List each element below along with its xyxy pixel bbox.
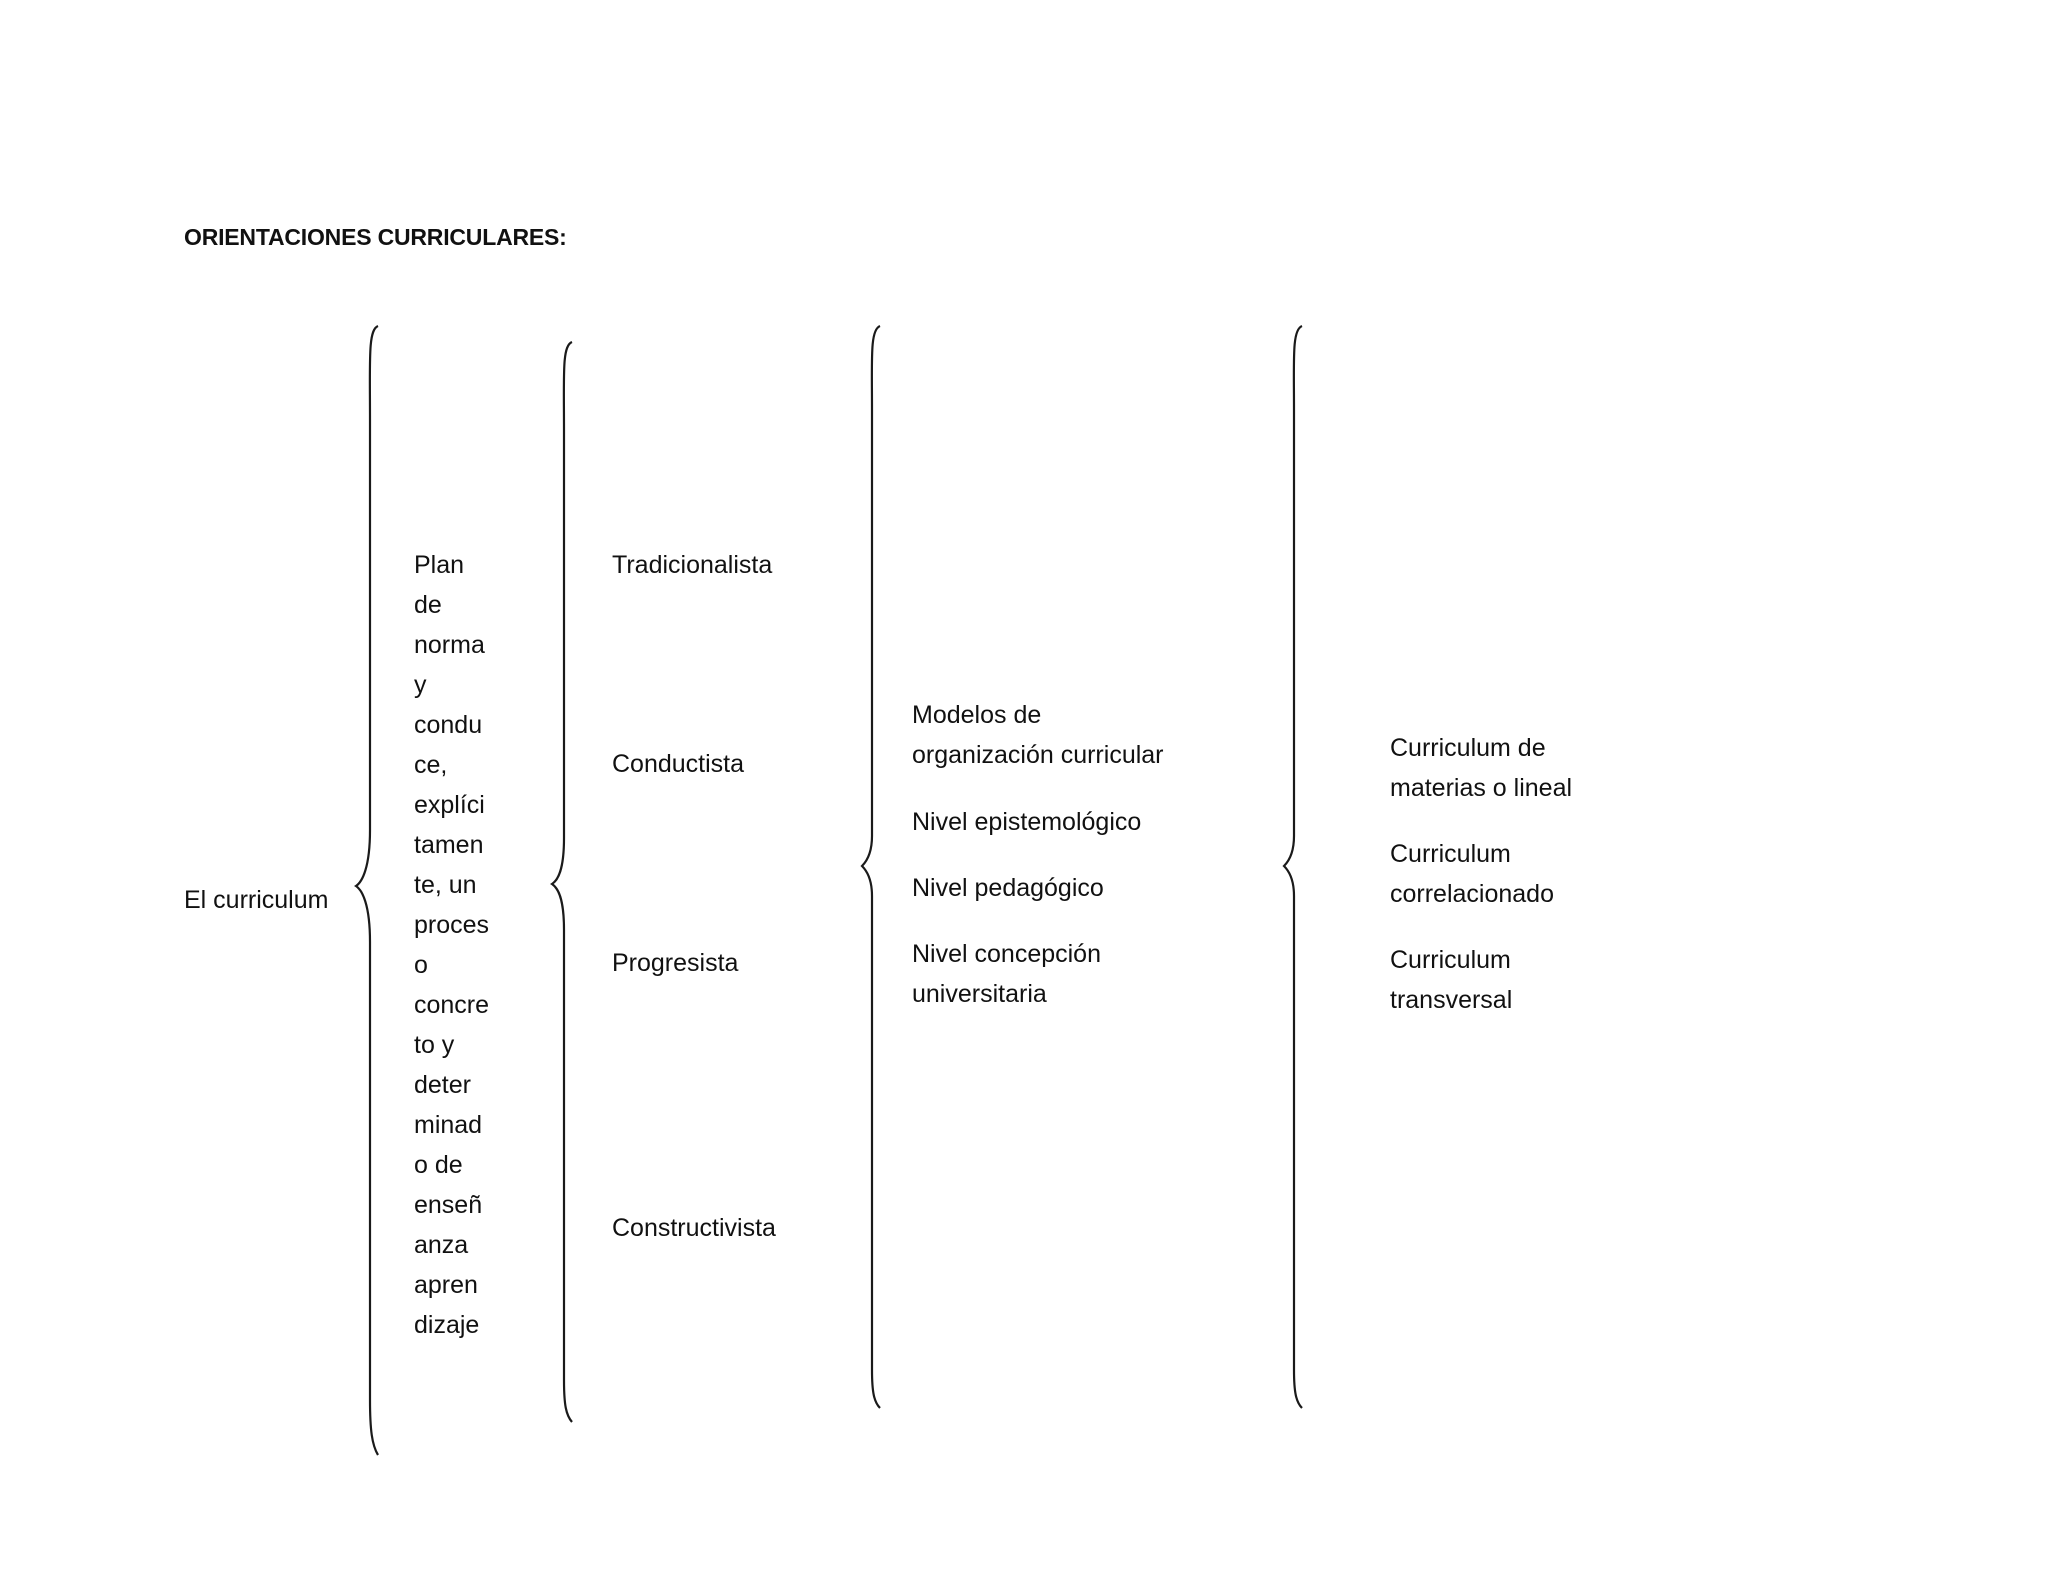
level-item bbox=[912, 868, 1104, 908]
definition-line: o bbox=[414, 951, 428, 979]
level-line: Nivel epistemológico bbox=[912, 808, 1142, 836]
level-line: universitaria bbox=[912, 980, 1047, 1008]
definition-line: proces bbox=[414, 911, 490, 939]
definition-line: to y bbox=[414, 1031, 455, 1059]
curriculum-type-item bbox=[1390, 728, 1572, 808]
definition-line: de bbox=[414, 591, 442, 619]
orientation-item: Constructivista bbox=[612, 1214, 776, 1242]
definition-line: anza bbox=[414, 1231, 469, 1259]
orientation-item: Progresista bbox=[612, 949, 739, 977]
brace-4 bbox=[1284, 326, 1302, 1408]
curriculum-type-item bbox=[1390, 940, 1512, 1020]
root-node: El curriculum bbox=[184, 886, 329, 914]
definition-line: deter bbox=[414, 1071, 471, 1099]
brace-3 bbox=[862, 326, 880, 1408]
curriculum-type-line: correlacionado bbox=[1390, 880, 1554, 908]
diagram-title: ORIENTACIONES CURRICULARES: bbox=[184, 224, 567, 250]
definition-line: explíci bbox=[414, 791, 485, 819]
level-item bbox=[912, 802, 1141, 842]
definition-line: condu bbox=[414, 711, 483, 739]
level-line: Nivel pedagógico bbox=[912, 874, 1104, 902]
curriculum-type-line: Curriculum bbox=[1390, 946, 1511, 974]
curriculum-type-line: transversal bbox=[1390, 986, 1513, 1014]
definition-line: Plan bbox=[414, 551, 465, 579]
definition-line: ce, bbox=[414, 751, 448, 779]
definition-line: o de bbox=[414, 1151, 463, 1179]
definition-line: enseñ bbox=[414, 1191, 483, 1219]
orientation-item: Tradicionalista bbox=[612, 551, 773, 579]
curriculum-type-line: Curriculum de bbox=[1390, 734, 1546, 762]
level-line: Modelos de bbox=[912, 701, 1042, 729]
curriculum-type-line: Curriculum bbox=[1390, 840, 1511, 868]
definition-text bbox=[414, 545, 524, 1345]
definition-line: y bbox=[414, 671, 427, 699]
definition-line: minad bbox=[414, 1111, 483, 1139]
curriculum-type-item bbox=[1390, 834, 1554, 914]
definition-line: tamen bbox=[414, 831, 484, 859]
level-item bbox=[912, 934, 1101, 1014]
definition-line: norma bbox=[414, 631, 485, 659]
brace-1 bbox=[356, 326, 378, 1455]
definition-line: dizaje bbox=[414, 1311, 480, 1339]
definition-line: te, un bbox=[414, 871, 477, 899]
level-item bbox=[912, 695, 1164, 775]
orientation-item: Conductista bbox=[612, 750, 745, 778]
definition-line: concre bbox=[414, 991, 490, 1019]
curriculum-type-line: materias o lineal bbox=[1390, 774, 1573, 802]
brace-2 bbox=[552, 342, 572, 1422]
definition-line: apren bbox=[414, 1271, 478, 1299]
level-line: Nivel concepción bbox=[912, 940, 1101, 968]
level-line: organización curricular bbox=[912, 741, 1164, 769]
